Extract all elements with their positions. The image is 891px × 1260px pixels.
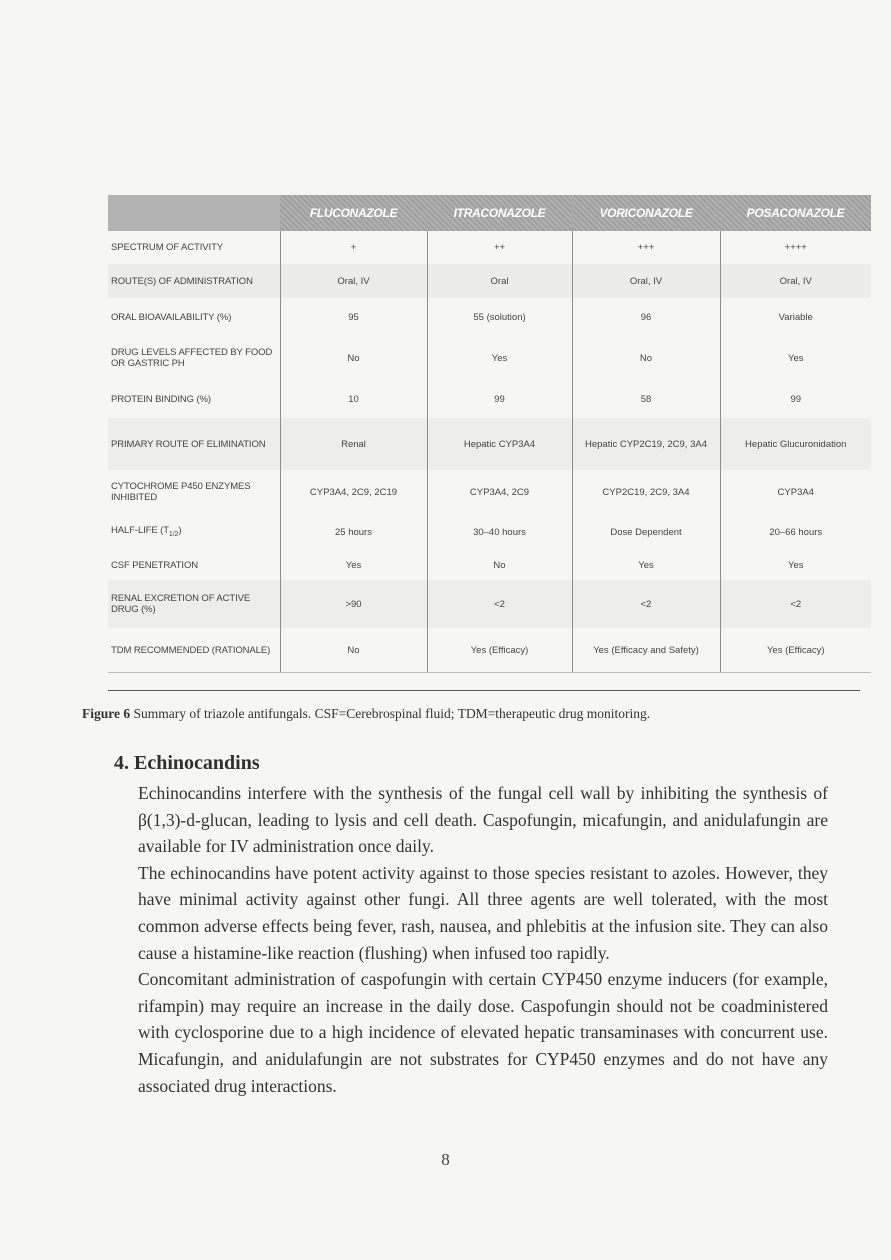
table-cell: Yes — [720, 336, 871, 380]
caption-divider — [108, 690, 860, 691]
table-row — [108, 298, 871, 336]
table-cell: CYP2C19, 2C9, 3A4 — [572, 470, 720, 514]
table-cell: 96 — [572, 298, 720, 336]
table-cell: Yes — [427, 336, 572, 380]
table-cell: <2 — [720, 580, 871, 628]
table-cell: CYP3A4, 2C9 — [427, 470, 572, 514]
table-cell: >90 — [280, 580, 427, 628]
table-cell: ++ — [427, 231, 572, 264]
paragraph-3: Concomitant administration of caspofungin with certain CYP450 enzyme inducers (for example, rifampin) may require an increase in the daily dose. Caspofungin should not be coadministered with cyclosporine due to a high incidence of elevated hepatic transaminases with concurrent use. Micafungin, and anidulafungin are not substrates for CYP450 enzymes and do not have any associated drug interactions. — [138, 969, 828, 1096]
table-cell: Yes (Efficacy) — [720, 628, 871, 672]
header-itraconazole: ITRACONAZOLE — [427, 195, 572, 231]
table-cell: 99 — [720, 380, 871, 418]
table-cell: 58 — [572, 380, 720, 418]
table-cell: No — [280, 628, 427, 672]
table-cell: Yes (Efficacy and Safety) — [572, 628, 720, 672]
table-cell: ++++ — [720, 231, 871, 264]
half-life-label: HALF-LIFE (T — [111, 524, 169, 536]
table-row — [108, 628, 871, 672]
section-heading: 4. Echinocandins — [114, 752, 260, 774]
table-cell: 30–40 hours — [427, 514, 572, 550]
table-row — [108, 580, 871, 628]
table-row — [108, 418, 871, 470]
triazole-summary-table — [108, 195, 871, 672]
figure-caption-text: Summary of triazole antifungals. CSF=Cerebrospinal fluid; TDM=therapeutic drug monitoring. — [130, 706, 651, 721]
table-cell: 95 — [280, 298, 427, 336]
table-row — [108, 550, 871, 580]
table-cell: CYP3A4, 2C9, 2C19 — [280, 470, 427, 514]
table-cell: +++ — [572, 231, 720, 264]
table-row — [108, 470, 871, 514]
figure-label: Figure 6 — [82, 706, 131, 721]
table-cell: Oral, IV — [280, 264, 427, 298]
triazole-summary-table-wrapper — [108, 195, 871, 673]
table-row — [108, 514, 871, 550]
header-posaconazole: POSACONAZOLE — [720, 195, 871, 231]
table-cell: 20–66 hours — [720, 514, 871, 550]
table-cell: Oral — [427, 264, 572, 298]
row-label: RENAL EXCRETION OF ACTIVE DRUG (%) — [108, 580, 280, 628]
table-cell: <2 — [427, 580, 572, 628]
table-cell: No — [427, 550, 572, 580]
table-cell: 99 — [427, 380, 572, 418]
table-cell: Variable — [720, 298, 871, 336]
half-life-subscript: 1/2 — [168, 530, 179, 538]
table-cell: Hepatic CYP2C19, 2C9, 3A4 — [572, 418, 720, 470]
table-cell: Dose Dependent — [572, 514, 720, 550]
figure-caption — [82, 706, 842, 722]
row-label: ORAL BIOAVAILABILITY (%) — [111, 311, 232, 323]
table-cell: Yes — [280, 550, 427, 580]
header-blank-cell — [108, 195, 280, 231]
paragraph-2: The echinocandins have potent activity against to those species resistant to azoles. However, they have minimal activity against other fungi. All three agents are well tolerated, with the most common adverse effects being fever, rash, nausea, and phlebitis at the infusion site. They can also cause a histamine-like reaction (flushing) when infused too rapidly. — [138, 862, 828, 963]
table-row — [108, 336, 871, 380]
table-cell: No — [280, 336, 427, 380]
table-row — [108, 380, 871, 418]
table-cell: No — [572, 336, 720, 380]
table-cell: Renal — [280, 418, 427, 470]
header-fluconazole: FLUCONAZOLE — [280, 195, 427, 231]
row-label: CSF PENETRATION — [111, 559, 198, 571]
table-cell: Yes — [720, 550, 871, 580]
row-label: PROTEIN BINDING (%) — [111, 393, 211, 405]
row-label: CYTOCHROME P450 ENZYMES INHIBITED — [111, 481, 251, 503]
half-life-label-end: ) — [178, 524, 182, 536]
row-label: PRIMARY ROUTE OF ELIMINATION — [108, 418, 280, 470]
table-header-row — [108, 195, 871, 231]
table-cell: 10 — [280, 380, 427, 418]
table-cell: Yes — [572, 550, 720, 580]
table-cell: Hepatic CYP3A4 — [427, 418, 572, 470]
table-cell: Oral, IV — [572, 264, 720, 298]
header-voriconazole: VORICONAZOLE — [572, 195, 720, 231]
table-cell: 25 hours — [280, 514, 427, 550]
section-body — [138, 780, 828, 1099]
table-cell: Yes (Efficacy) — [427, 628, 572, 672]
table-cell: 55 (solution) — [427, 298, 572, 336]
row-label: DRUG LEVELS AFFECTED BY FOOD OR GASTRIC PH — [111, 347, 273, 369]
table-row — [108, 264, 871, 298]
row-label: ROUTE(S) OF ADMINISTRATION — [108, 264, 280, 298]
row-label: SPECTRUM OF ACTIVITY — [111, 242, 224, 253]
table-cell: + — [280, 231, 427, 264]
page-number: 8 — [441, 1150, 450, 1169]
table-row — [108, 231, 871, 264]
table-cell: Hepatic Glucuronidation — [720, 418, 871, 470]
table-cell: CYP3A4 — [720, 470, 871, 514]
table-cell: Oral, IV — [720, 264, 871, 298]
row-label: TDM RECOMMENDED (RATIONALE) — [111, 644, 271, 656]
row-label-half-life — [108, 514, 280, 550]
paragraph-1: Echinocandins interfere with the synthesis of the fungal cell wall by inhibiting the synthesis of β(1,3)-d-glucan, leading to lysis and cell death. Caspofungin, micafungin, and anidulafungin are available for IV administration once daily. — [138, 783, 828, 857]
table-cell: <2 — [572, 580, 720, 628]
